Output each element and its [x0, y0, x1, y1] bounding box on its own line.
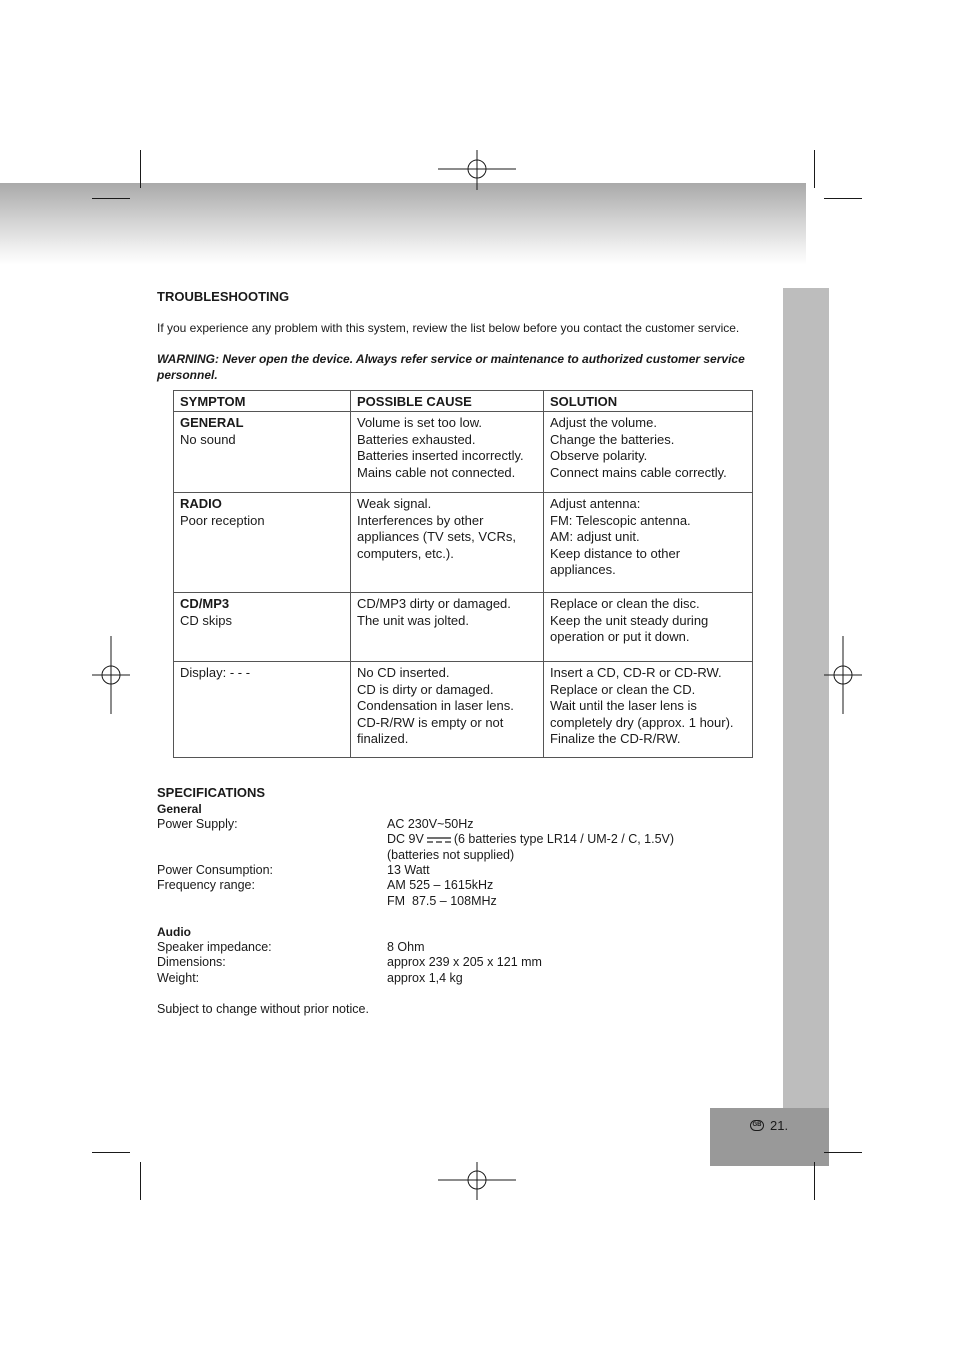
troubleshooting-table — [173, 390, 753, 758]
solution-cell — [544, 593, 753, 662]
symptom-category: GENERAL — [180, 415, 244, 430]
power-supply-dc-suffix: (6 batteries type LR14 / UM-2 / C, 1.5V) — [453, 832, 675, 846]
symptom-cell — [174, 412, 351, 493]
solution-line: Insert a CD, CD-R or CD-RW. — [550, 665, 722, 680]
cause-line: CD-R/RW is empty or not — [357, 714, 504, 730]
table-row — [174, 493, 753, 593]
symptom-text: Display: - - - — [180, 665, 251, 680]
cause-cell — [351, 493, 544, 593]
symptom-category: RADIO — [180, 496, 222, 511]
solution-line: Keep the unit steady during — [550, 612, 709, 628]
crop-mark — [92, 198, 130, 199]
cause-line: CD/MP3 dirty or damaged. — [357, 596, 511, 611]
dimensions-value: approx 239 x 205 x 121 mm — [387, 955, 542, 969]
page-number-box — [710, 1108, 829, 1166]
solution-line: Wait until the laser lens is — [550, 698, 697, 713]
solution-line: Adjust antenna: — [550, 496, 641, 511]
solution-line: Replace or clean the CD. — [550, 681, 696, 697]
table-row — [174, 412, 753, 493]
cause-line: Volume is set too low. — [357, 415, 483, 430]
solution-line: completely dry (approx. 1 hour). — [550, 714, 734, 730]
solution-line: operation or put it down. — [550, 629, 690, 644]
frequency-fm: FM 87.5 – 108MHz — [387, 894, 497, 908]
spec-audio-heading: Audio — [157, 925, 191, 939]
solution-line: Keep distance to other — [550, 545, 681, 561]
solution-line: Connect mains cable correctly. — [550, 464, 727, 480]
weight-label: Weight: — [157, 971, 200, 985]
symptom-text: No sound — [180, 431, 236, 447]
power-supply-dc — [387, 832, 674, 848]
page-number — [750, 1118, 788, 1133]
troubleshooting-title: TROUBLESHOOTING — [157, 289, 290, 304]
solution-line: AM: adjust unit. — [550, 529, 640, 544]
crop-mark — [814, 150, 815, 188]
speaker-impedance-value: 8 Ohm — [387, 940, 425, 954]
crop-mark — [814, 1162, 815, 1200]
header-solution: SOLUTION — [544, 391, 753, 412]
specifications-title: SPECIFICATIONS — [157, 785, 266, 800]
troubleshooting-intro: If you experience any problem with this system, review the list below before you contact the customer service. — [157, 321, 740, 335]
solution-line: FM: Telescopic antenna. — [550, 512, 691, 528]
table-row — [174, 593, 753, 662]
solution-line: Observe polarity. — [550, 448, 648, 463]
cause-line: No CD inserted. — [357, 665, 450, 680]
solution-line: Finalize the CD-R/RW. — [550, 731, 681, 746]
spec-general-heading: General — [157, 802, 202, 816]
symptom-cell — [174, 593, 351, 662]
side-tab-strip — [783, 288, 829, 1118]
symptom-category: CD/MP3 — [180, 596, 230, 611]
power-supply-ac: AC 230V~50Hz — [387, 817, 474, 831]
cause-line: Condensation in laser lens. — [357, 698, 514, 713]
power-supply-note: (batteries not supplied) — [387, 848, 515, 862]
crop-mark — [824, 198, 862, 199]
table-row — [174, 662, 753, 758]
power-consumption-label: Power Consumption: — [157, 863, 274, 877]
power-consumption-value: 13 Watt — [387, 863, 430, 877]
symptom-text: CD skips — [180, 612, 233, 628]
specifications-note: Subject to change without prior notice. — [157, 1002, 369, 1016]
frequency-range-label: Frequency range: — [157, 878, 255, 892]
cause-line: appliances (TV sets, VCRs, — [357, 529, 516, 544]
crop-mark — [140, 150, 141, 188]
cause-line: Batteries inserted incorrectly. — [357, 448, 524, 463]
cause-line: Weak signal. — [357, 496, 432, 511]
power-supply-label: Power Supply: — [157, 817, 238, 831]
crop-mark — [92, 1152, 130, 1153]
solution-cell — [544, 493, 753, 593]
cause-line: Interferences by other — [357, 512, 484, 528]
dc-current-symbol-icon — [427, 836, 451, 844]
symptom-cell — [174, 493, 351, 593]
page-number-text: 21. — [770, 1118, 789, 1133]
solution-line: Adjust the volume. — [550, 415, 657, 430]
speaker-impedance-label: Speaker impedance: — [157, 940, 272, 954]
solution-line: Replace or clean the disc. — [550, 596, 700, 611]
power-supply-dc-prefix: DC 9V — [387, 832, 424, 846]
cause-line: finalized. — [357, 731, 409, 746]
cause-line: The unit was jolted. — [357, 612, 470, 628]
registration-mark-icon — [92, 636, 130, 714]
cause-cell — [351, 412, 544, 493]
header-gradient-band — [0, 183, 806, 265]
registration-mark-icon — [824, 636, 862, 714]
cause-line: Batteries exhausted. — [357, 431, 476, 447]
header-symptom: SYMPTOM — [174, 391, 351, 412]
header-possible-cause: POSSIBLE CAUSE — [351, 391, 544, 412]
cause-line: CD is dirty or damaged. — [357, 681, 494, 697]
language-badge: GB — [750, 1120, 764, 1131]
symptom-text: Poor reception — [180, 512, 265, 528]
solution-cell — [544, 412, 753, 493]
solution-line: Change the batteries. — [550, 431, 675, 447]
symptom-cell — [174, 662, 351, 758]
solution-cell — [544, 662, 753, 758]
crop-mark — [824, 1152, 862, 1153]
solution-line: appliances. — [550, 562, 616, 577]
cause-line: computers, etc.). — [357, 545, 454, 561]
cause-cell — [351, 593, 544, 662]
table-header-row — [174, 391, 753, 412]
troubleshooting-warning: WARNING: Never open the device. Always refer service or maintenance to authorized customer service personnel. — [157, 352, 745, 382]
weight-value: approx 1,4 kg — [387, 971, 463, 985]
dimensions-label: Dimensions: — [157, 955, 226, 969]
registration-mark-icon — [438, 1162, 516, 1200]
frequency-am: AM 525 – 1615kHz — [387, 878, 494, 892]
cause-cell — [351, 662, 544, 758]
crop-mark — [140, 1162, 141, 1200]
cause-line: Mains cable not connected. — [357, 464, 516, 480]
registration-mark-icon — [438, 150, 516, 190]
